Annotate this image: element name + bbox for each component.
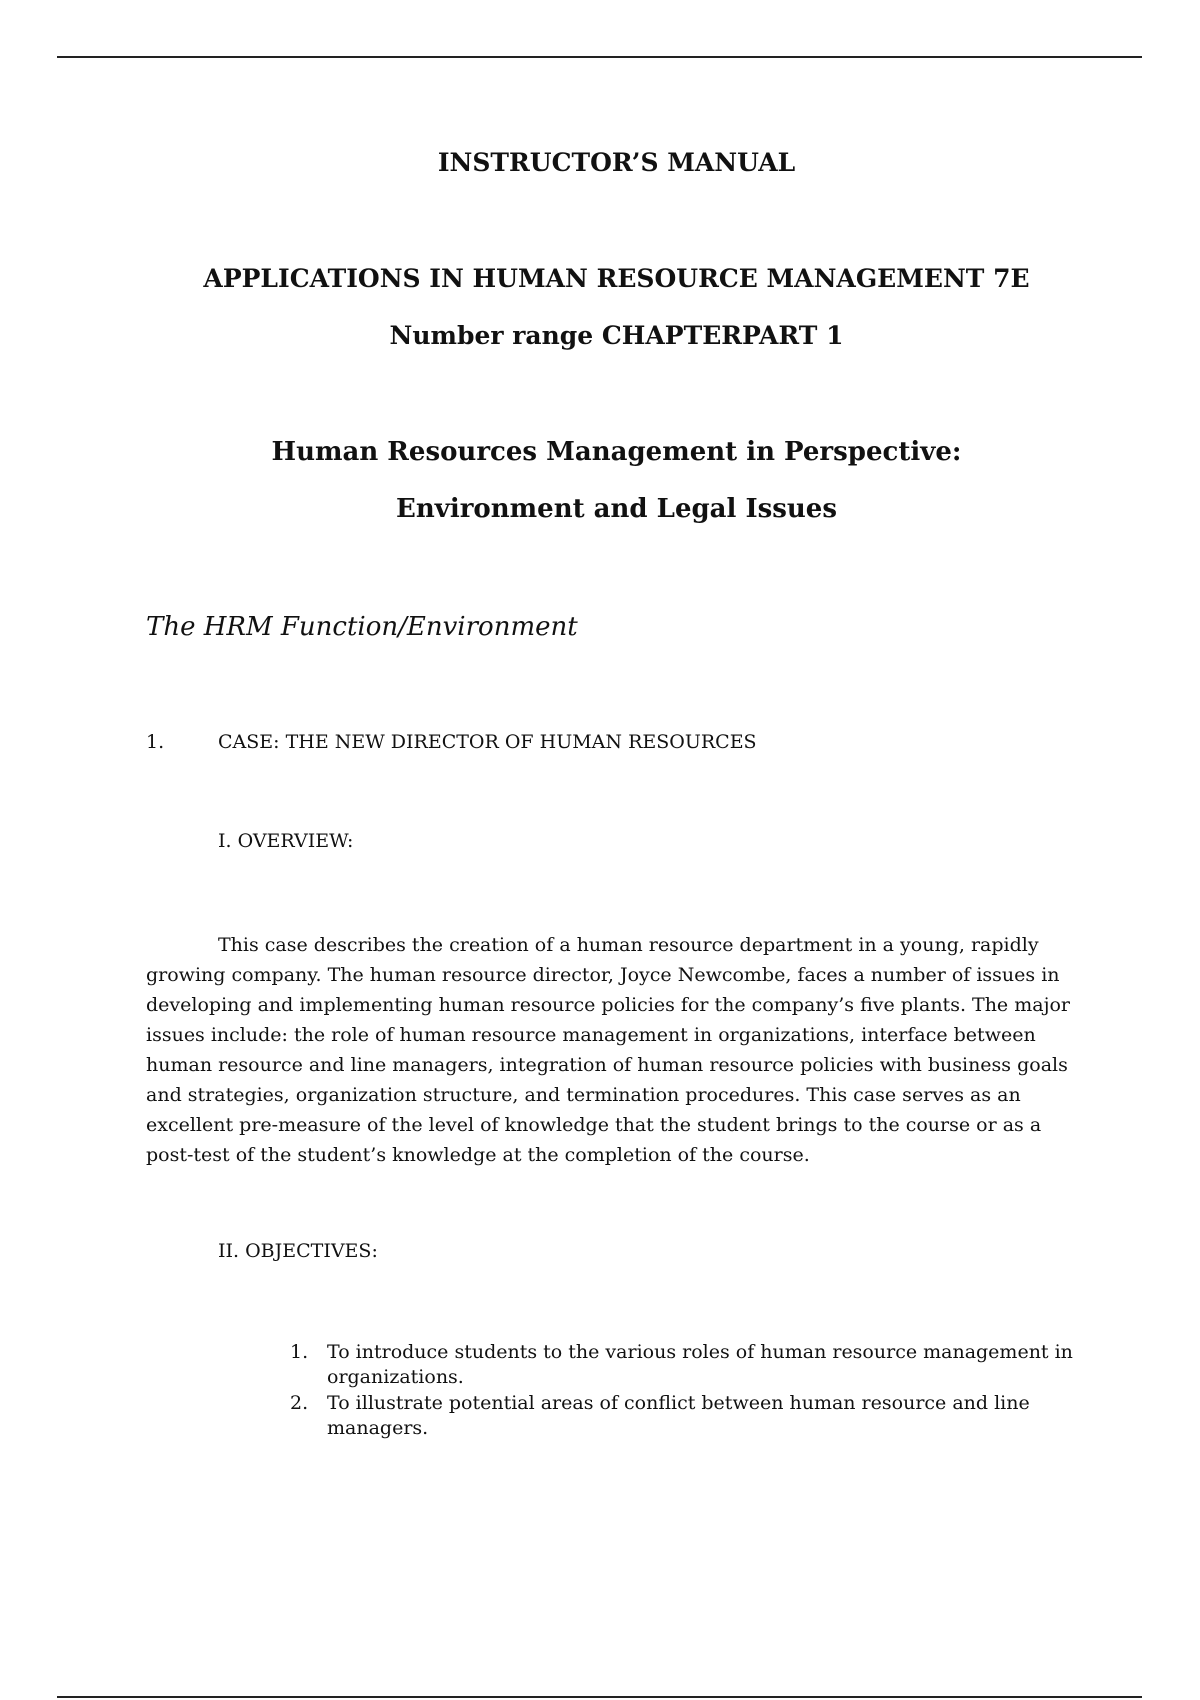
- overview-paragraph: This case describes the creation of a human resource department in a young, rapidly growing company. The human resource director, Joyce Newcombe, faces a number of issues in developing and implementing human resource policies for the company’s five plants. The major issues include: the role of human resource management in organizations, interface between human resource and line managers, integration of human resource policies with business goals and strategies, organization structure, and termination procedures. This case serves as an excellent pre-measure of the level of knowledge that the student brings to the course or as a post-test of the student’s knowledge at the completion of the course.: [146, 934, 1070, 1166]
- book-title: APPLICATIONS IN HUMAN RESOURCE MANAGEMENT 7E: [203, 264, 1030, 293]
- bottom-rule: [57, 1696, 1142, 1698]
- objective-marker: 1.: [290, 1341, 309, 1363]
- case-title: CASE: THE NEW DIRECTOR OF HUMAN RESOURCES: [218, 731, 757, 753]
- topic-title-line-1: Human Resources Management in Perspective:: [271, 437, 962, 467]
- number-range: Number range CHAPTERPART 1: [389, 321, 844, 350]
- case-number: 1.: [146, 731, 165, 753]
- objective-text: To introduce students to the various roles of human resource management in organizations.: [327, 1341, 1073, 1388]
- section-heading: The HRM Function/Environment: [146, 612, 578, 642]
- top-rule: [57, 56, 1142, 58]
- objectives-list: [290, 1340, 1090, 1442]
- manual-title: INSTRUCTOR’S MANUAL: [437, 148, 796, 177]
- topic-title-line-2: Environment and Legal Issues: [396, 494, 837, 524]
- objectives-heading: II. OBJECTIVES:: [218, 1240, 378, 1262]
- overview-heading: I. OVERVIEW:: [218, 830, 354, 852]
- objective-marker: 2.: [290, 1392, 309, 1414]
- objective-text: To illustrate potential areas of conflict between human resource and line managers.: [327, 1392, 1030, 1439]
- objective-item: [290, 1340, 1090, 1390]
- objective-item: [290, 1391, 1090, 1441]
